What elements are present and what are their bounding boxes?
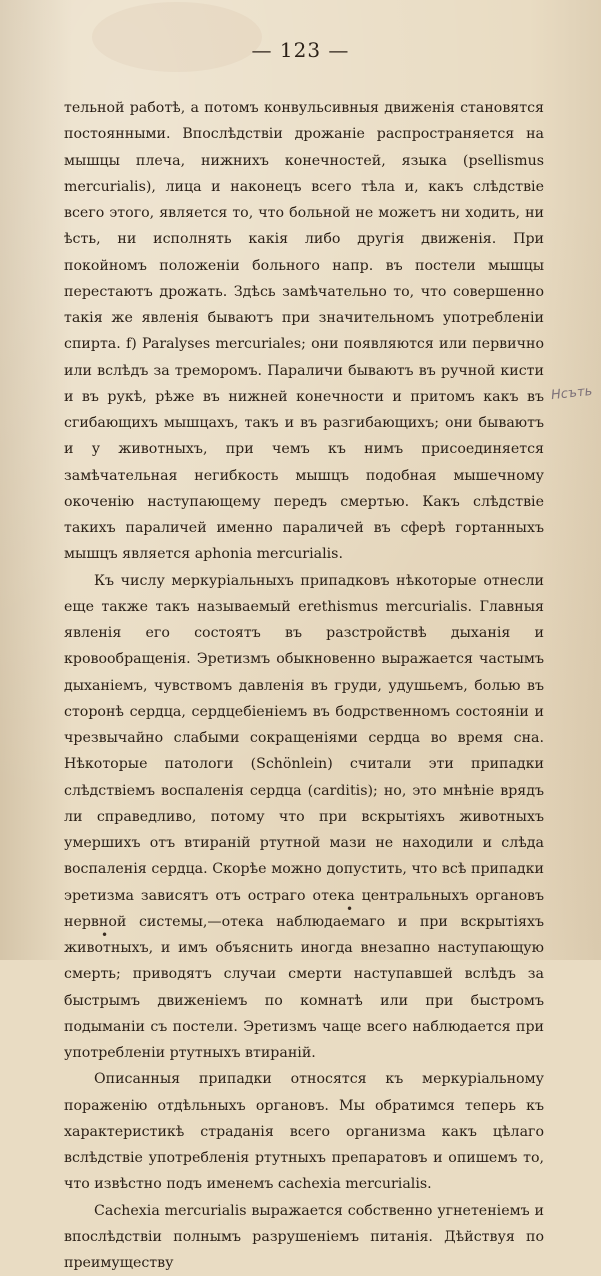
bottom-mark-1: •: [346, 902, 353, 916]
body-text: [64, 95, 544, 1276]
paragraph-4: Cachexia mercurialis выражается собственно угнетеніемъ и впослѣдствіи полнымъ разрушеніемъ питанія. Дѣйствуя по преимуществу: [64, 1198, 544, 1276]
paragraph-3: Описанныя припадки относятся къ меркуріальному пораженію отдѣльныхъ органовъ. Мы обратимся теперь къ характеристикѣ страданія всего организма какъ цѣлаго вслѣдствіе употребленія ртутныхъ препаратовъ и опишемъ то, что извѣстно подъ именемъ cachexia mercurialis.: [64, 1066, 544, 1197]
bottom-mark-2: •: [101, 928, 108, 942]
paragraph-1: тельной работѣ, а потомъ конвульсивныя движенія становятся постоянными. Впослѣдствіи дрожаніе распространяется на мышцы плеча, нижнихъ конечностей, языка (psellismus mercurialis), лица и наконецъ всего тѣла и, какъ слѣдствіе всего этого, является то, что больной не можетъ ни ходить, ни ѣсть, ни исполнять какія либо другія движенія. При покойномъ положеніи больного напр. въ постели мышцы перестаютъ дрожать. Здѣсь замѣчательно то, что совершенно такія же явленія бываютъ при значительномъ употребленіи спирта. f) Paralyses mercuriales; они появляются или первично или вслѣдъ за треморомъ. Параличи бываютъ въ ручной кисти и въ рукѣ, рѣже въ нижней конечности и притомъ какъ въ сгибающихъ мышцахъ, такъ и въ разгибающихъ; они бываютъ и у животныхъ, при чемъ къ нимъ присоединяется замѣчательная негибкость мышцъ подобная мышечному окоченію наступающему передъ смертью. Какъ слѣдствіе такихъ параличей именно параличей въ сферѣ гортанныхъ мышцъ является aphonia mercurialis.: [64, 95, 544, 568]
paragraph-2: Къ числу меркуріальныхъ припадковъ нѣкоторые отнесли еще также такъ называемый erethismus mercurialis. Главныя явленія его состоятъ въ разстройствѣ дыханія и кровообращенія. Эретизмъ обыкновенно выражается частымъ дыханіемъ, чувствомъ давленія въ груди, удушьемъ, болью въ сторонѣ сердца, сердцебіеніемъ въ бодрственномъ состояніи и чрезвычайно слабыми сокращеніями сердца во время сна. Нѣкоторые патологи (Schönlein) считали эти припадки слѣдствіемъ воспаленія сердца (carditis); но, это мнѣніе врядъ ли справедливо, потому что при вскрытіяхъ животныхъ умершихъ отъ втираній ртутной мази не находили и слѣда воспаленія сердца. Скорѣе можно допустить, что всѣ припадки эретизма зависятъ отъ остраго отека центральныхъ органовъ нервной системы,—отека наблюдаемаго и при вскрытіяхъ животныхъ, и имъ объяснить иногда внезапно наступающую смерть; приводятъ случаи смерти наступавшей вслѣдъ за быстрымъ движеніемъ по комнатѣ или при быстромъ подыманіи съ постели. Эретизмъ чаще всего наблюдается при употребленіи ртутныхъ втираній.: [64, 568, 544, 1067]
handwritten-margin-note: Нсъть: [550, 384, 593, 403]
page-number: — 123 —: [0, 38, 601, 62]
